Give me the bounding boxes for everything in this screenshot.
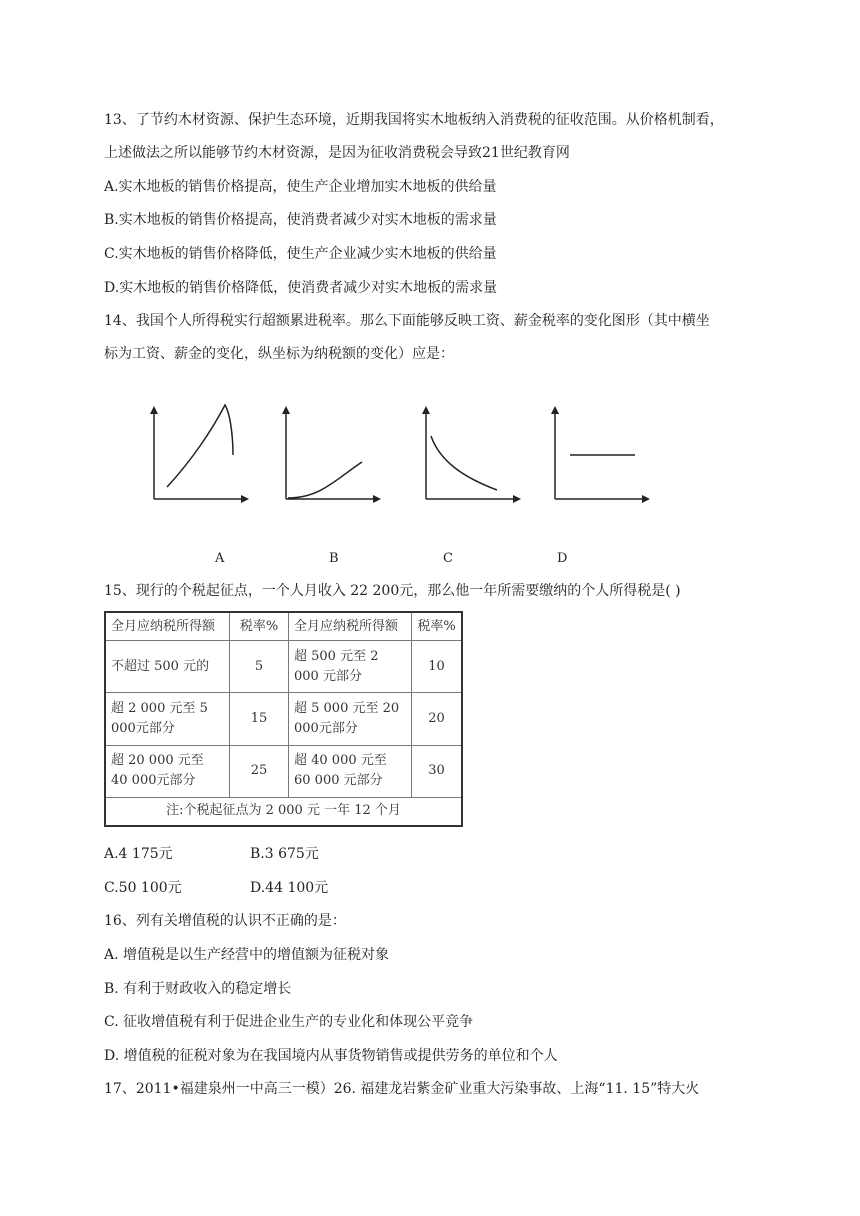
graph-b [286, 410, 377, 499]
graph-c-label: C [443, 551, 453, 566]
table-header-row [105, 612, 462, 641]
graph-d [555, 410, 646, 499]
tax-rate-table [104, 611, 463, 827]
table-row [105, 745, 462, 797]
graph-d-label: D [557, 551, 568, 566]
q15-option-a: A.4 175元 [104, 846, 173, 862]
q14-stem-line1: 14、我国个人所得税实行超额累进税率。那么下面能够反映工资、薪金税率的变化图形（其中横坐 [104, 313, 710, 329]
table-note: 注:个税起征点为 2 000 元 一年 12 个月 [105, 797, 462, 826]
q16-option-d: D. 增值税的征税对象为在我国境内从事货物销售或提供劳务的单位和个人 [104, 1048, 558, 1064]
q16-option-c: C. 征收增值税有利于促进企业生产的专业化和体现公平竞争 [104, 1014, 474, 1030]
table-cell: 超 20 000 元至 40 000元部分 [105, 745, 230, 797]
q13-stem-line1: 13、了节约木材资源、保护生态环境，近期我国将实木地板纳入消费税的征收范围。从价格机制看， [104, 112, 724, 128]
table-header: 全月应纳税所得额 [105, 612, 230, 641]
table-note-row [105, 797, 462, 826]
graph-a-label: A [215, 551, 225, 566]
q15-stem: 15、现行的个税起征点，一个人月收入 22 200元，那么他一年所需要缴纳的个人所得税是( ) [104, 583, 681, 599]
table-header: 税率% [230, 612, 289, 641]
q15-option-c: C.50 100元 [104, 880, 182, 896]
table-header: 全月应纳税所得额 [289, 612, 412, 641]
table-cell: 超 2 000 元至 5 000元部分 [105, 693, 230, 745]
table-cell: 超 5 000 元至 20 000元部分 [289, 693, 412, 745]
table-cell: 10 [412, 641, 463, 693]
table-cell: 25 [230, 745, 289, 797]
graph-b-label: B [329, 551, 339, 566]
table-row [105, 641, 462, 693]
q13-stem-line2: 上述做法之所以能够节约木材资源，是因为征收消费税会导致21世纪教育网 [104, 145, 570, 161]
graph-c [426, 410, 517, 499]
table-cell: 20 [412, 693, 463, 745]
table-cell: 5 [230, 641, 289, 693]
q17-stem: 17、2011•福建泉州一中高三一模）26. 福建龙岩紫金矿业重大污染事故、上海“11. 15”特大火 [104, 1081, 700, 1097]
table-header: 税率% [412, 612, 463, 641]
q16-stem: 16、列有关增值税的认识不正确的是： [104, 913, 346, 929]
q15-option-d: D.44 100元 [250, 880, 329, 896]
q13-option-c: C.实木地板的销售价格降低，使生产企业减少实木地板的供给量 [104, 246, 497, 262]
table-cell: 15 [230, 693, 289, 745]
q16-option-a: A. 增值税是以生产经营中的增值额为征税对象 [104, 947, 390, 963]
table-row [105, 693, 462, 745]
table-cell: 超 500 元至 2 000 元部分 [289, 641, 412, 693]
q14-stem-line2: 标为工资、薪金的变化，纵坐标为纳税额的变化）应是： [104, 346, 454, 362]
table-cell: 不超过 500 元的 [105, 641, 230, 693]
q13-option-d: D.实木地板的销售价格降低，使消费者减少对实木地板的需求量 [104, 280, 498, 296]
graph-a [154, 405, 245, 499]
table-cell: 超 40 000 元至 60 000 元部分 [289, 745, 412, 797]
q13-option-b: B.实木地板的销售价格提高，使消费者减少对实木地板的需求量 [104, 212, 497, 228]
table-cell: 30 [412, 745, 463, 797]
q13-option-a: A.实木地板的销售价格提高，使生产企业增加实木地板的供给量 [104, 179, 497, 195]
q15-option-b: B.3 675元 [250, 846, 319, 862]
q16-option-b: B. 有利于财政收入的稳定增长 [104, 981, 292, 997]
